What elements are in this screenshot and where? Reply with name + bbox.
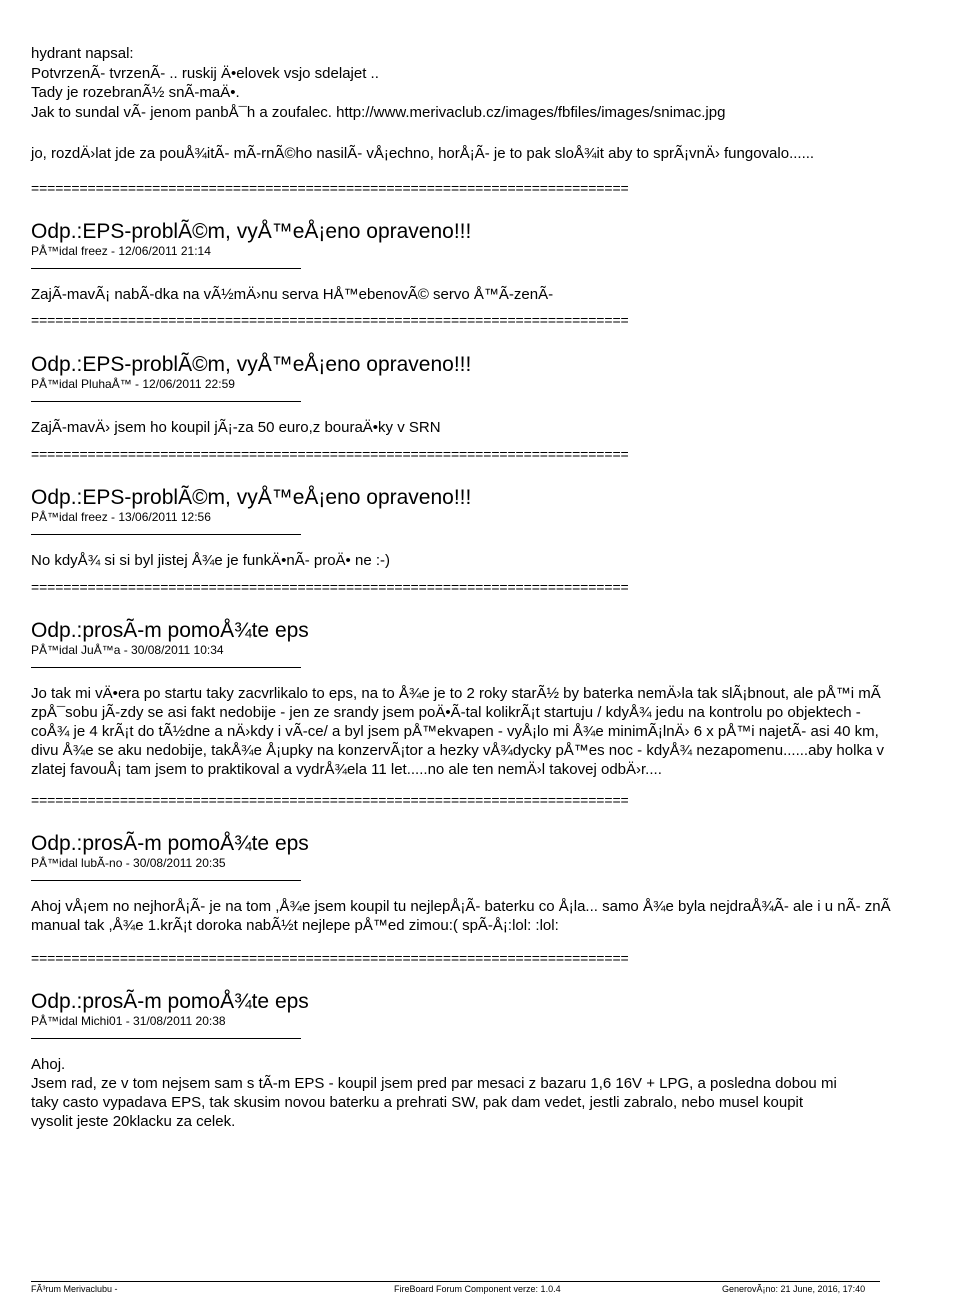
quote-block	[31, 44, 960, 164]
post-body: Ahoj vÅ¡em no nejhorÅ¡Ã- je na tom ,Å¾e jsem koupil tu nejlepÅ¡Ã- baterku co Å¡la... samo Å¾e byla nejdraÅ¾Ã- ale i u nÃ- znÃ	[31, 897, 891, 915]
post	[31, 353, 960, 437]
page-footer	[31, 1281, 960, 1297]
post	[31, 619, 960, 779]
post-body: Jsem rad, ze v tom nejsem sam s tÃ-m EPS - koupil jsem pred par mesaci z bazaru 1,6 16V + LPG, a posledna dobou mi	[31, 1074, 837, 1092]
post-meta: PÅ™idal Michi01 - 31/08/2011 20:38	[31, 1013, 226, 1028]
separator: ==========================================================================	[31, 791, 629, 808]
post-title: Odp.:EPS-problÃ©m, vyÅ™eÅ¡eno opraveno!!!	[31, 485, 472, 509]
separator: ==========================================================================	[31, 949, 629, 966]
footer-component: FireBoard Forum Component verze: 1.0.4	[394, 1284, 561, 1294]
post	[31, 990, 960, 1131]
post-meta: PÅ™idal freez - 12/06/2011 21:14	[31, 243, 211, 258]
post-body: coÅ¾ je 4 krÃ¡t do tÃ½dne a nÄ›kdy i vÃ-ce/ a byl jsem pÅ™ekvapen - vyÅ¡lo mi Å¾e minimÃ¡lnÄ› 6 x pÅ™i najetÃ- asi 40 km,	[31, 722, 879, 740]
post-body: No kdyÅ¾ si si byl jistej Å¾e je funkÄ•nÃ- proÄ• ne :-)	[31, 551, 390, 569]
separator: ==========================================================================	[31, 445, 629, 462]
post-body: ZajÃ-mavÄ› jsem ho koupil jÃ¡-za 50 euro,z bouraÄ•ky v SRN	[31, 418, 441, 436]
quote-reply: jo, rozdÄ›lat jde za pouÅ¾itÃ- mÃ-rnÃ©ho nasilÃ- vÅ¡echno, horÅ¡Ã- je to pak sloÅ¾it aby to sprÃ¡vnÄ› fungovalo......	[31, 145, 815, 162]
quote-author: hydrant napsal:	[31, 45, 134, 62]
post-body: taky casto vypadava EPS, tak skusim novou baterku a prehrati SW, pak dam vedet, jestli zabralo, nebo musel koupit	[31, 1093, 804, 1111]
forum-thread	[31, 44, 960, 1131]
post-title: Odp.:EPS-problÃ©m, vyÅ™eÅ¡eno opraveno!!!	[31, 352, 472, 376]
post-meta: PÅ™idal freez - 13/06/2011 12:56	[31, 509, 211, 524]
post-meta: PÅ™idal PluhaÅ™ - 12/06/2011 22:59	[31, 376, 235, 391]
post	[31, 832, 960, 935]
quote-line: Tady je rozebranÃ½ snÃ-maÄ•.	[31, 84, 240, 101]
post-title: Odp.:prosÃ-m pomoÅ¾te eps	[31, 989, 309, 1013]
post-meta: PÅ™idal lubÃ-no - 30/08/2011 20:35	[31, 855, 226, 870]
post	[31, 486, 960, 570]
quote-line: Jak to sundal vÃ- jenom panbÅ¯h a zoufalec. http://www.merivaclub.cz/images/fbfiles/images/snimac.jpg	[31, 103, 726, 121]
post-body: Jo tak mi vÄ•era po startu taky zacvrlikalo to eps, na to Å¾e je to 2 roky starÃ½ by baterka nemÄ›la tak slÃ¡bnout, ale pÅ™i mÃ	[31, 684, 881, 702]
post-body: vysolit jeste 20klacku za celek.	[31, 1112, 236, 1130]
separator: ==========================================================================	[31, 179, 629, 196]
post-body: ZajÃ-mavÃ¡ nabÃ-dka na vÃ½mÄ›nu serva HÅ™ebenovÃ© servo Å™Ã-zenÃ-	[31, 285, 554, 303]
post-title: Odp.:prosÃ-m pomoÅ¾te eps	[31, 618, 309, 642]
footer-generated: GenerovÃ¡no: 21 June, 2016, 17:40	[722, 1284, 866, 1294]
post-body: manual tak ,Å¾e 1.krÃ¡t doroka nabÃ½t nejlepe pÅ™ed zimou:( spÃ-Å¡:lol: :lol:	[31, 916, 559, 934]
post	[31, 220, 960, 304]
quote-line: PotvrzenÃ- tvrzenÃ- .. ruskij Ä•elovek vsjo sdelajet ..	[31, 64, 379, 82]
separator: ==========================================================================	[31, 311, 629, 328]
post-title: Odp.:EPS-problÃ©m, vyÅ™eÅ¡eno opraveno!!!	[31, 219, 472, 243]
footer-site-name: FÃ³rum Merivaclubu -	[31, 1284, 118, 1294]
post-body: zlatej favouÅ¡ tam jsem to praktikoval a vydrÅ¾ela 11 let.....no ale ten nemÄ›l takovej odbÄ›r....	[31, 760, 662, 778]
footer-rule	[31, 1281, 880, 1282]
post-body: Ahoj.	[31, 1055, 66, 1073]
post-body: zpÅ¯sobu jÃ-zdy se asi fakt nedobije - jen ze srandy jsem poÄ•Ã-tal kolikrÃ¡t startuju / kdyÅ¾ jedu na kontrolu po objektech -	[31, 703, 861, 721]
post-meta: PÅ™idal JuÅ™a - 30/08/2011 10:34	[31, 642, 224, 657]
separator: ==========================================================================	[31, 578, 629, 595]
post-body: divu Å¾e se aku nedobije, takÅ¾e Å¡upky na konzervÃ¡tor a hezky vÅ¾dycky pÅ™es noc - kdyÅ¾ nezapomenu......aby holka v	[31, 741, 884, 759]
post-title: Odp.:prosÃ-m pomoÅ¾te eps	[31, 831, 309, 855]
